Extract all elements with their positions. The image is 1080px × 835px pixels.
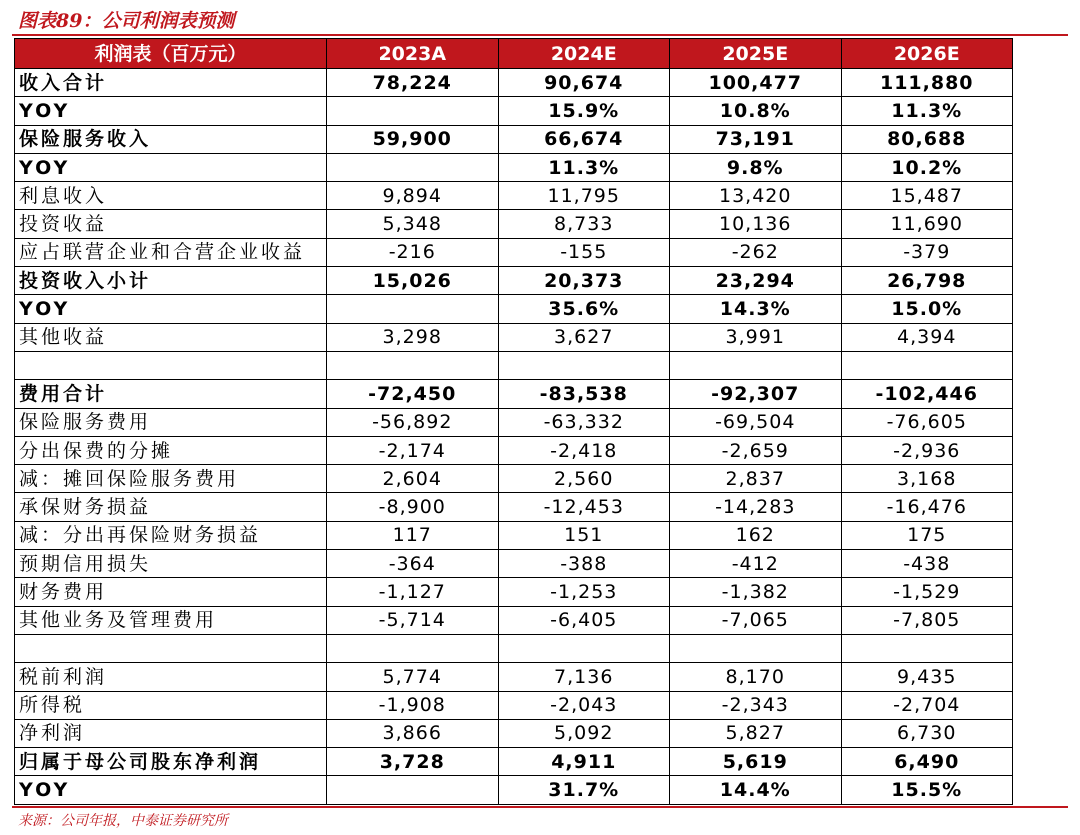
header-item-label: 利润表（百万元） xyxy=(15,39,327,69)
row-value: 8,170 xyxy=(670,663,842,691)
row-value xyxy=(670,351,842,379)
row-value: -1,908 xyxy=(327,691,499,719)
row-label: 净利润 xyxy=(15,719,327,747)
row-value: 11,690 xyxy=(841,210,1013,238)
row-value: -1,127 xyxy=(327,578,499,606)
row-value: 20,373 xyxy=(498,267,670,295)
row-value: -16,476 xyxy=(841,493,1013,521)
row-value: 100,477 xyxy=(670,69,842,97)
row-value: 15.5% xyxy=(841,776,1013,804)
row-value: 175 xyxy=(841,521,1013,549)
figure-title: 图表89：公司利润表预测 xyxy=(18,10,235,32)
row-value: 3,991 xyxy=(670,323,842,351)
row-label: 税前利润 xyxy=(15,663,327,691)
row-value: -56,892 xyxy=(327,408,499,436)
row-value: 111,880 xyxy=(841,69,1013,97)
row-value: 6,490 xyxy=(841,748,1013,776)
source-note: 来源：公司年报，中泰证券研究所 xyxy=(18,813,228,829)
row-value: -364 xyxy=(327,550,499,578)
table-row xyxy=(15,267,1013,295)
row-value xyxy=(327,295,499,323)
table-row xyxy=(15,238,1013,266)
row-value: -63,332 xyxy=(498,408,670,436)
row-value: 151 xyxy=(498,521,670,549)
row-value: 14.3% xyxy=(670,295,842,323)
row-value xyxy=(841,351,1013,379)
row-value: -2,704 xyxy=(841,691,1013,719)
row-value: 5,827 xyxy=(670,719,842,747)
row-value: -102,446 xyxy=(841,380,1013,408)
row-value: -2,418 xyxy=(498,436,670,464)
row-value: -155 xyxy=(498,238,670,266)
row-value: 15,487 xyxy=(841,182,1013,210)
row-value: -412 xyxy=(670,550,842,578)
row-value: 11,795 xyxy=(498,182,670,210)
row-value: 80,688 xyxy=(841,125,1013,153)
table-row xyxy=(15,153,1013,181)
row-value xyxy=(498,351,670,379)
table-row xyxy=(15,493,1013,521)
row-value: -6,405 xyxy=(498,606,670,634)
row-value xyxy=(841,634,1013,662)
row-value: -438 xyxy=(841,550,1013,578)
row-label: 其他业务及管理费用 xyxy=(15,606,327,634)
row-value: 2,837 xyxy=(670,465,842,493)
row-value: 78,224 xyxy=(327,69,499,97)
row-value: -83,538 xyxy=(498,380,670,408)
row-value: 3,168 xyxy=(841,465,1013,493)
row-value: 8,733 xyxy=(498,210,670,238)
row-value: 4,394 xyxy=(841,323,1013,351)
row-value: 35.6% xyxy=(498,295,670,323)
table-row xyxy=(15,748,1013,776)
row-value: 5,092 xyxy=(498,719,670,747)
row-value: -7,065 xyxy=(670,606,842,634)
row-value: 117 xyxy=(327,521,499,549)
row-value: 15.9% xyxy=(498,97,670,125)
table-row xyxy=(15,663,1013,691)
row-label: 投资收入小计 xyxy=(15,267,327,295)
row-value: 11.3% xyxy=(498,153,670,181)
row-value: 15.0% xyxy=(841,295,1013,323)
row-value: 10.2% xyxy=(841,153,1013,181)
row-value: -2,936 xyxy=(841,436,1013,464)
row-label: 保险服务收入 xyxy=(15,125,327,153)
table-row xyxy=(15,634,1013,662)
row-label: YOY xyxy=(15,776,327,804)
row-label: 收入合计 xyxy=(15,69,327,97)
row-value: -262 xyxy=(670,238,842,266)
row-value: 5,348 xyxy=(327,210,499,238)
table-row xyxy=(15,465,1013,493)
row-value: -216 xyxy=(327,238,499,266)
row-value xyxy=(327,776,499,804)
row-value: -8,900 xyxy=(327,493,499,521)
table-row xyxy=(15,521,1013,549)
row-value: -2,174 xyxy=(327,436,499,464)
table-row xyxy=(15,351,1013,379)
income-statement-table xyxy=(14,38,1013,805)
row-label: YOY xyxy=(15,97,327,125)
row-value xyxy=(327,634,499,662)
title-divider xyxy=(12,34,1068,36)
header-year-2025e: 2025E xyxy=(670,39,842,69)
table-row xyxy=(15,408,1013,436)
row-value: 162 xyxy=(670,521,842,549)
row-value: -69,504 xyxy=(670,408,842,436)
row-value: 15,026 xyxy=(327,267,499,295)
row-value: -2,659 xyxy=(670,436,842,464)
row-value: 3,728 xyxy=(327,748,499,776)
row-value: 2,604 xyxy=(327,465,499,493)
row-label: 投资收益 xyxy=(15,210,327,238)
row-value: 3,298 xyxy=(327,323,499,351)
row-label: 所得税 xyxy=(15,691,327,719)
row-value: -379 xyxy=(841,238,1013,266)
table-row xyxy=(15,97,1013,125)
table-row xyxy=(15,550,1013,578)
row-label: 应占联营企业和合营企业收益 xyxy=(15,238,327,266)
header-year-2023a: 2023A xyxy=(327,39,499,69)
row-value: -12,453 xyxy=(498,493,670,521)
row-value: -1,253 xyxy=(498,578,670,606)
row-value: 9,894 xyxy=(327,182,499,210)
row-value: 4,911 xyxy=(498,748,670,776)
row-value xyxy=(327,153,499,181)
row-value: 9,435 xyxy=(841,663,1013,691)
row-value: 2,560 xyxy=(498,465,670,493)
table-row xyxy=(15,578,1013,606)
row-label: YOY xyxy=(15,153,327,181)
row-value: 26,798 xyxy=(841,267,1013,295)
table-row xyxy=(15,323,1013,351)
row-value: -76,605 xyxy=(841,408,1013,436)
row-value: 7,136 xyxy=(498,663,670,691)
source-divider xyxy=(12,806,1068,808)
row-label: 财务费用 xyxy=(15,578,327,606)
table-row xyxy=(15,691,1013,719)
table-row xyxy=(15,436,1013,464)
table-body xyxy=(15,69,1013,805)
row-value: -92,307 xyxy=(670,380,842,408)
row-value: -388 xyxy=(498,550,670,578)
row-value: -72,450 xyxy=(327,380,499,408)
table-row xyxy=(15,69,1013,97)
row-value: -7,805 xyxy=(841,606,1013,634)
row-value: 5,774 xyxy=(327,663,499,691)
row-value: -1,529 xyxy=(841,578,1013,606)
table-row xyxy=(15,182,1013,210)
row-label: YOY xyxy=(15,295,327,323)
row-value xyxy=(327,97,499,125)
header-year-2026e: 2026E xyxy=(841,39,1013,69)
table-row xyxy=(15,606,1013,634)
row-value: 11.3% xyxy=(841,97,1013,125)
table-row xyxy=(15,776,1013,804)
row-value: -1,382 xyxy=(670,578,842,606)
row-label: 保险服务费用 xyxy=(15,408,327,436)
row-label: 费用合计 xyxy=(15,380,327,408)
row-value: -5,714 xyxy=(327,606,499,634)
table-row xyxy=(15,210,1013,238)
row-value: 3,627 xyxy=(498,323,670,351)
row-value: 13,420 xyxy=(670,182,842,210)
table-row xyxy=(15,719,1013,747)
row-label xyxy=(15,634,327,662)
row-value xyxy=(498,634,670,662)
row-value: 31.7% xyxy=(498,776,670,804)
row-value: 10,136 xyxy=(670,210,842,238)
row-label xyxy=(15,351,327,379)
row-value: 14.4% xyxy=(670,776,842,804)
row-value: -2,343 xyxy=(670,691,842,719)
row-label: 利息收入 xyxy=(15,182,327,210)
row-label: 减：摊回保险服务费用 xyxy=(15,465,327,493)
row-value: 3,866 xyxy=(327,719,499,747)
row-label: 承保财务损益 xyxy=(15,493,327,521)
row-value: -2,043 xyxy=(498,691,670,719)
row-value: 9.8% xyxy=(670,153,842,181)
row-value: 6,730 xyxy=(841,719,1013,747)
row-label: 减：分出再保险财务损益 xyxy=(15,521,327,549)
row-value: 73,191 xyxy=(670,125,842,153)
table-row xyxy=(15,295,1013,323)
row-value: 90,674 xyxy=(498,69,670,97)
row-value: 23,294 xyxy=(670,267,842,295)
row-value: 5,619 xyxy=(670,748,842,776)
row-value: -14,283 xyxy=(670,493,842,521)
row-label: 预期信用损失 xyxy=(15,550,327,578)
header-year-2024e: 2024E xyxy=(498,39,670,69)
row-value: 66,674 xyxy=(498,125,670,153)
table-header-row xyxy=(15,39,1013,69)
row-value: 10.8% xyxy=(670,97,842,125)
table-row xyxy=(15,125,1013,153)
row-value xyxy=(670,634,842,662)
row-value: 59,900 xyxy=(327,125,499,153)
row-label: 分出保费的分摊 xyxy=(15,436,327,464)
table-row xyxy=(15,380,1013,408)
row-label: 其他收益 xyxy=(15,323,327,351)
row-label: 归属于母公司股东净利润 xyxy=(15,748,327,776)
row-value xyxy=(327,351,499,379)
